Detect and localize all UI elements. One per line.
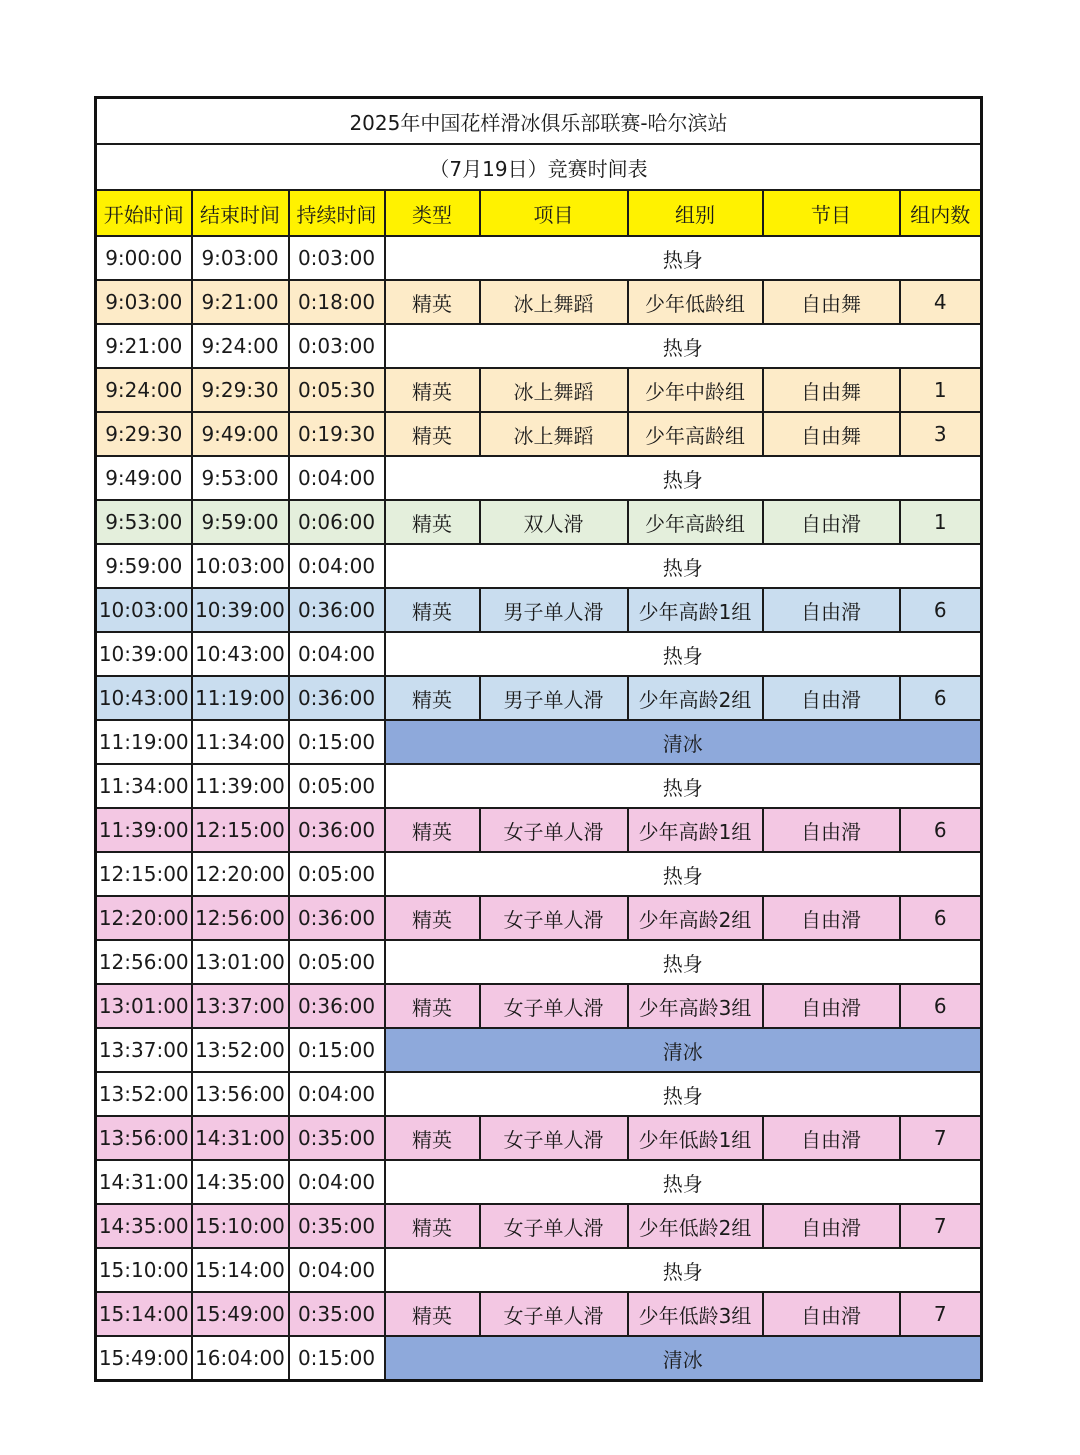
warmup-cell: 热身 [385,940,982,984]
schedule-row [96,588,982,632]
count-cell: 7 [900,1116,982,1160]
program-cell: 自由滑 [763,676,900,720]
item-cell: 女子单人滑 [480,984,628,1028]
header-start-time: 开始时间 [96,190,192,236]
group-cell: 少年高龄1组 [628,588,763,632]
count-cell: 7 [900,1204,982,1248]
group-cell: 少年低龄组 [628,280,763,324]
end-time-cell: 11:34:00 [192,720,289,764]
warmup-cell: 热身 [385,544,982,588]
start-time-cell: 13:56:00 [96,1116,192,1160]
group-cell: 少年高龄组 [628,412,763,456]
schedule-row [96,1072,982,1116]
schedule-row [96,456,982,500]
schedule-row [96,544,982,588]
start-time-cell: 11:34:00 [96,764,192,808]
start-time-cell: 14:31:00 [96,1160,192,1204]
group-cell: 少年低龄2组 [628,1204,763,1248]
duration-cell: 0:04:00 [289,1072,385,1116]
schedule-table [94,96,983,1382]
start-time-cell: 10:39:00 [96,632,192,676]
program-cell: 自由舞 [763,280,900,324]
warmup-cell: 热身 [385,1160,982,1204]
header-group: 组别 [628,190,763,236]
item-cell: 男子单人滑 [480,588,628,632]
duration-cell: 0:15:00 [289,720,385,764]
duration-cell: 0:15:00 [289,1336,385,1381]
start-time-cell: 9:59:00 [96,544,192,588]
schedule-row [96,236,982,280]
schedule-row [96,632,982,676]
schedule-row [96,676,982,720]
duration-cell: 0:04:00 [289,544,385,588]
duration-cell: 0:04:00 [289,1248,385,1292]
schedule-row [96,896,982,940]
header-duration: 持续时间 [289,190,385,236]
duration-cell: 0:04:00 [289,456,385,500]
start-time-cell: 13:37:00 [96,1028,192,1072]
type-cell: 精英 [385,676,480,720]
start-time-cell: 12:15:00 [96,852,192,896]
end-time-cell: 9:59:00 [192,500,289,544]
program-cell: 自由滑 [763,500,900,544]
warmup-cell: 热身 [385,1248,982,1292]
start-time-cell: 9:03:00 [96,280,192,324]
end-time-cell: 9:49:00 [192,412,289,456]
duration-cell: 0:03:00 [289,236,385,280]
header-program: 节目 [763,190,900,236]
count-cell: 3 [900,412,982,456]
duration-cell: 0:05:00 [289,940,385,984]
item-cell: 双人滑 [480,500,628,544]
header-type: 类型 [385,190,480,236]
duration-cell: 0:36:00 [289,588,385,632]
start-time-cell: 11:39:00 [96,808,192,852]
type-cell: 精英 [385,280,480,324]
schedule-row [96,1336,982,1381]
group-cell: 少年高龄组 [628,500,763,544]
count-cell: 6 [900,984,982,1028]
schedule-subtitle: （7月19日）竞赛时间表 [96,144,982,190]
end-time-cell: 11:39:00 [192,764,289,808]
end-time-cell: 14:35:00 [192,1160,289,1204]
start-time-cell: 10:03:00 [96,588,192,632]
schedule-row [96,852,982,896]
count-cell: 1 [900,368,982,412]
end-time-cell: 16:04:00 [192,1336,289,1381]
program-cell: 自由舞 [763,412,900,456]
program-cell: 自由舞 [763,368,900,412]
start-time-cell: 13:01:00 [96,984,192,1028]
count-cell: 6 [900,588,982,632]
count-cell: 7 [900,1292,982,1336]
type-cell: 精英 [385,1116,480,1160]
duration-cell: 0:04:00 [289,1160,385,1204]
end-time-cell: 12:56:00 [192,896,289,940]
schedule-row [96,1028,982,1072]
header-row [96,190,982,236]
schedule-row [96,1160,982,1204]
duration-cell: 0:05:30 [289,368,385,412]
header-item: 项目 [480,190,628,236]
schedule-row [96,764,982,808]
start-time-cell: 12:56:00 [96,940,192,984]
type-cell: 精英 [385,368,480,412]
program-cell: 自由滑 [763,896,900,940]
start-time-cell: 9:21:00 [96,324,192,368]
duration-cell: 0:36:00 [289,808,385,852]
end-time-cell: 13:37:00 [192,984,289,1028]
item-cell: 男子单人滑 [480,676,628,720]
warmup-cell: 热身 [385,456,982,500]
type-cell: 精英 [385,412,480,456]
type-cell: 精英 [385,1292,480,1336]
ice-resurfacing-cell: 清冰 [385,1336,982,1381]
group-cell: 少年中龄组 [628,368,763,412]
end-time-cell: 9:03:00 [192,236,289,280]
item-cell: 女子单人滑 [480,808,628,852]
type-cell: 精英 [385,896,480,940]
count-cell: 6 [900,896,982,940]
start-time-cell: 9:49:00 [96,456,192,500]
schedule-title: 2025年中国花样滑冰俱乐部联赛-哈尔滨站 [96,98,982,145]
schedule-row [96,324,982,368]
program-cell: 自由滑 [763,1292,900,1336]
end-time-cell: 15:14:00 [192,1248,289,1292]
duration-cell: 0:35:00 [289,1204,385,1248]
header-count: 组内数 [900,190,982,236]
count-cell: 6 [900,676,982,720]
end-time-cell: 10:39:00 [192,588,289,632]
duration-cell: 0:06:00 [289,500,385,544]
end-time-cell: 14:31:00 [192,1116,289,1160]
header-end-time: 结束时间 [192,190,289,236]
end-time-cell: 10:43:00 [192,632,289,676]
type-cell: 精英 [385,1204,480,1248]
duration-cell: 0:35:00 [289,1116,385,1160]
duration-cell: 0:04:00 [289,632,385,676]
start-time-cell: 15:49:00 [96,1336,192,1381]
schedule-row [96,1116,982,1160]
duration-cell: 0:15:00 [289,1028,385,1072]
end-time-cell: 9:21:00 [192,280,289,324]
duration-cell: 0:19:30 [289,412,385,456]
start-time-cell: 9:53:00 [96,500,192,544]
type-cell: 精英 [385,984,480,1028]
count-cell: 1 [900,500,982,544]
warmup-cell: 热身 [385,324,982,368]
schedule-row [96,412,982,456]
start-time-cell: 9:00:00 [96,236,192,280]
schedule-row [96,1204,982,1248]
item-cell: 女子单人滑 [480,896,628,940]
start-time-cell: 10:43:00 [96,676,192,720]
schedule-row [96,500,982,544]
start-time-cell: 13:52:00 [96,1072,192,1116]
ice-resurfacing-cell: 清冰 [385,720,982,764]
duration-cell: 0:05:00 [289,764,385,808]
schedule-row [96,280,982,324]
program-cell: 自由滑 [763,588,900,632]
item-cell: 女子单人滑 [480,1204,628,1248]
duration-cell: 0:36:00 [289,984,385,1028]
warmup-cell: 热身 [385,632,982,676]
schedule-row [96,808,982,852]
group-cell: 少年低龄1组 [628,1116,763,1160]
end-time-cell: 12:15:00 [192,808,289,852]
program-cell: 自由滑 [763,984,900,1028]
end-time-cell: 13:01:00 [192,940,289,984]
schedule-row [96,1292,982,1336]
end-time-cell: 9:53:00 [192,456,289,500]
end-time-cell: 15:49:00 [192,1292,289,1336]
end-time-cell: 15:10:00 [192,1204,289,1248]
type-cell: 精英 [385,500,480,544]
type-cell: 精英 [385,808,480,852]
start-time-cell: 9:29:30 [96,412,192,456]
warmup-cell: 热身 [385,852,982,896]
program-cell: 自由滑 [763,1116,900,1160]
item-cell: 冰上舞蹈 [480,280,628,324]
ice-resurfacing-cell: 清冰 [385,1028,982,1072]
schedule-row [96,720,982,764]
count-cell: 4 [900,280,982,324]
item-cell: 女子单人滑 [480,1292,628,1336]
warmup-cell: 热身 [385,236,982,280]
duration-cell: 0:36:00 [289,896,385,940]
start-time-cell: 14:35:00 [96,1204,192,1248]
program-cell: 自由滑 [763,1204,900,1248]
type-cell: 精英 [385,588,480,632]
warmup-cell: 热身 [385,1072,982,1116]
schedule-row [96,368,982,412]
end-time-cell: 13:56:00 [192,1072,289,1116]
group-cell: 少年低龄3组 [628,1292,763,1336]
duration-cell: 0:03:00 [289,324,385,368]
group-cell: 少年高龄3组 [628,984,763,1028]
end-time-cell: 13:52:00 [192,1028,289,1072]
duration-cell: 0:36:00 [289,676,385,720]
end-time-cell: 11:19:00 [192,676,289,720]
duration-cell: 0:05:00 [289,852,385,896]
start-time-cell: 15:10:00 [96,1248,192,1292]
start-time-cell: 11:19:00 [96,720,192,764]
end-time-cell: 12:20:00 [192,852,289,896]
start-time-cell: 15:14:00 [96,1292,192,1336]
group-cell: 少年高龄2组 [628,676,763,720]
duration-cell: 0:18:00 [289,280,385,324]
group-cell: 少年高龄2组 [628,896,763,940]
item-cell: 女子单人滑 [480,1116,628,1160]
count-cell: 6 [900,808,982,852]
schedule-row [96,984,982,1028]
end-time-cell: 9:29:30 [192,368,289,412]
end-time-cell: 9:24:00 [192,324,289,368]
program-cell: 自由滑 [763,808,900,852]
group-cell: 少年高龄1组 [628,808,763,852]
end-time-cell: 10:03:00 [192,544,289,588]
warmup-cell: 热身 [385,764,982,808]
item-cell: 冰上舞蹈 [480,412,628,456]
start-time-cell: 12:20:00 [96,896,192,940]
start-time-cell: 9:24:00 [96,368,192,412]
schedule-row [96,940,982,984]
schedule-row [96,1248,982,1292]
item-cell: 冰上舞蹈 [480,368,628,412]
duration-cell: 0:35:00 [289,1292,385,1336]
